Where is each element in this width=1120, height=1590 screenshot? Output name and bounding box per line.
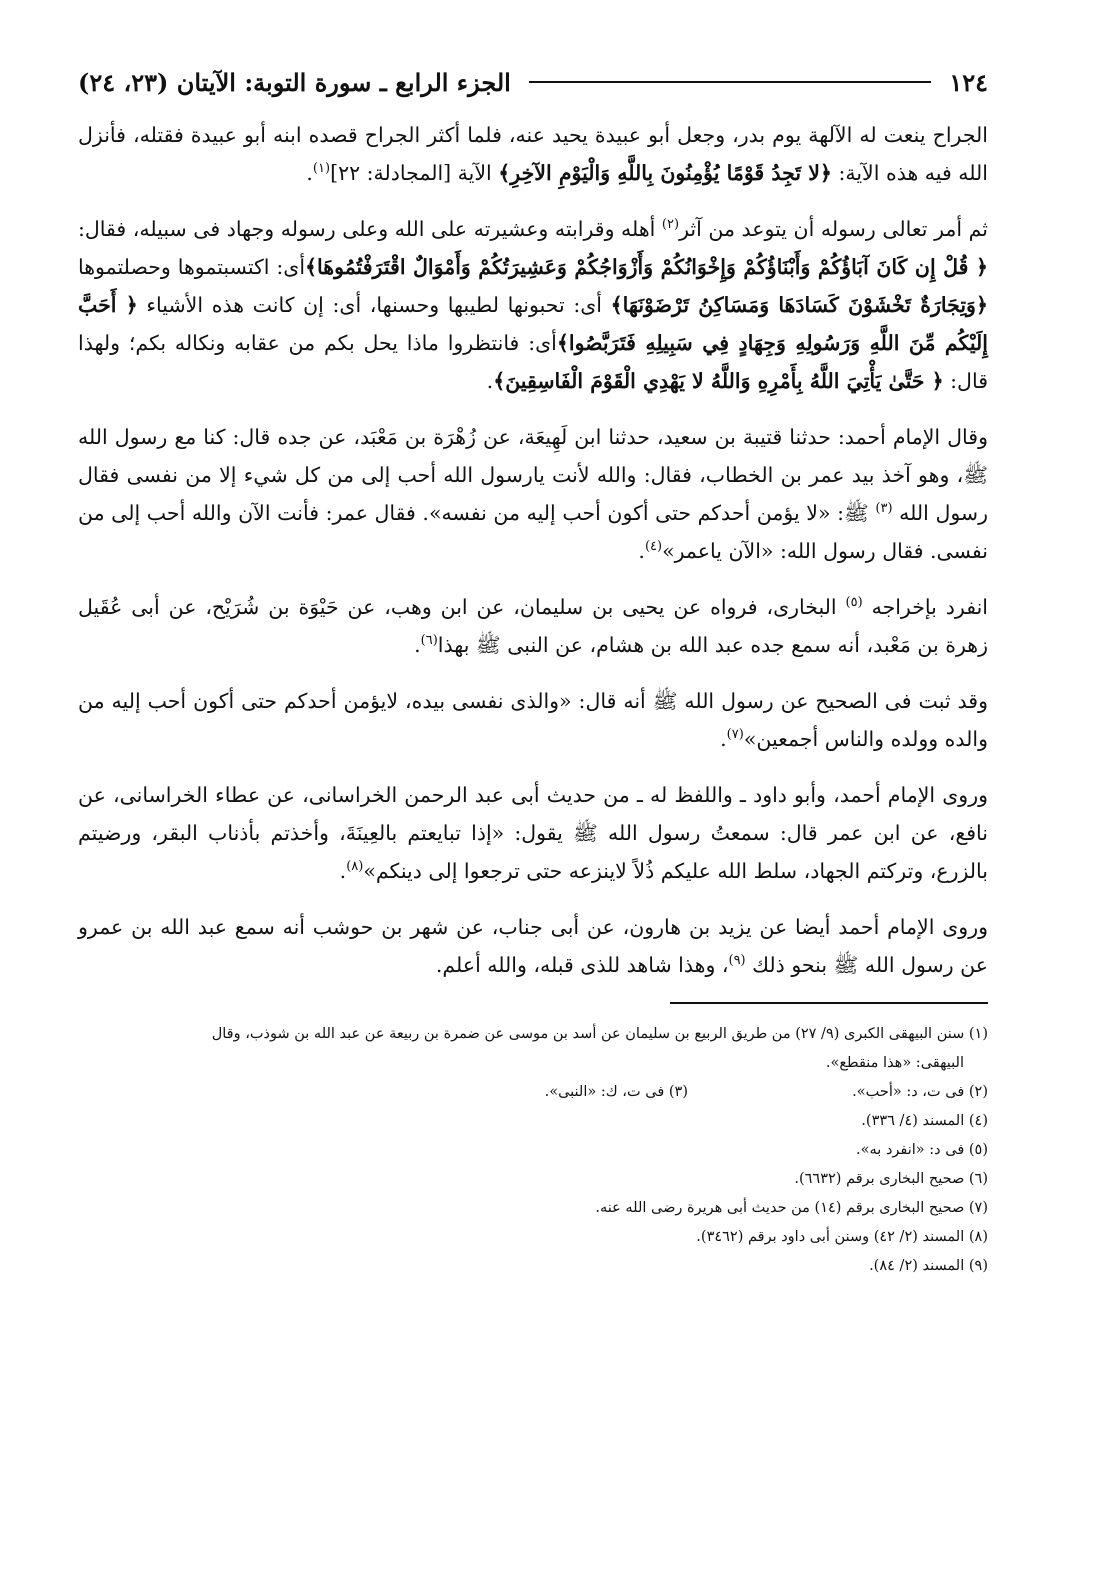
footnote-6: (٦) صحيح البخارى برقم (٦٦٣٢). — [794, 1171, 988, 1187]
quran-verse: ﴿ أَحَبَّ إِلَيْكُم مِّنَ اللَّهِ وَرَسُولِهِ وَجِهَادٍ فِي سَبِيلِهِ فَتَرَبَّصُوا﴾ — [78, 293, 988, 355]
footnote-9: (٩) المسند (٢/ ٨٤). — [869, 1258, 988, 1274]
text-run: وقال الإمام أحمد: حدثنا قتيبة بن سعيد، حدثنا ابن لَهِيعَة، عن زُهْرَة بن مَعْبَد، عن جده قال: كنا مع رسول الله ﷺ، وهو آخذ بيد عمر بن الخطاب، فقال: والله لأنت يارسول الله أحب إلى من كل شيء إلا من نفسى فقال رسول الله — [78, 425, 989, 525]
main-text — [78, 116, 988, 984]
text-run: وقد ثبت فى الصحيح عن رسول الله ﷺ أنه قال: «والذى نفسى بيده، لايؤمن أحدكم حتى أكون أحب إليه من والده وولده والناس أجمعين» — [78, 689, 988, 751]
text-run: الآية [المجادلة: ٢٢] — [330, 161, 492, 185]
running-title: الجزء الرابع ـ سورة التوبة: الآيتان (٢٣، ٢٤) — [78, 67, 511, 97]
footnote-7: (٧) صحيح البخارى برقم (١٤) من حديث أبى هريرة رضى الله عنه. — [595, 1200, 988, 1216]
footnote-separator — [670, 1002, 988, 1004]
paragraph-1 — [78, 116, 988, 192]
paragraph-7 — [78, 908, 988, 984]
footnote-ref-6[interactable]: (٦) — [420, 633, 438, 649]
footnote-ref-2[interactable]: (٢) — [661, 217, 680, 233]
footnote-ref-8[interactable]: (٨) — [346, 859, 364, 875]
footnote-ref-5[interactable]: (٥) — [845, 595, 863, 611]
footnote-2: (٢) فى ت، د: «أحب». — [852, 1084, 988, 1100]
text-run: . — [720, 727, 727, 751]
footnote-1-continued: البيهقى: «هذا منقطع». — [825, 1055, 964, 1071]
paragraph-3 — [78, 418, 988, 570]
footnote-ref-3[interactable]: (٣) — [875, 501, 893, 517]
footnote-4: (٤) المسند (٤/ ٣٣٦). — [861, 1113, 988, 1129]
text-run: . — [638, 539, 645, 563]
running-header — [78, 60, 988, 104]
footnote-row — [78, 1078, 988, 1107]
header-rule — [529, 81, 932, 83]
text-run: . — [414, 633, 421, 657]
text-run: . — [339, 859, 347, 883]
text-run: الجراح ينعت له الآلهة يوم بدر، وجعل أبو عبيدة يحيد عنه، فلما أكثر الجراح قصده ابنه أبو عبيدة فقتله، فأنزل الله فيه هذه الآية: — [78, 123, 988, 185]
footnote-5: (٥) فى د: «انفرد به». — [856, 1142, 988, 1158]
paragraph-5 — [78, 682, 988, 758]
text-run: البخارى، فرواه عن يحيى بن سليمان، عن ابن وهب، عن حَيْوَة بن شُرَيْح، عن أبى عُقَيل زهرة بن مَعْبد، أنه سمع جده عبد الله بن هشام، عن النبى ﷺ بهذا — [78, 595, 988, 657]
text-run: . — [306, 161, 313, 185]
quran-verse: ﴿لا تَجِدُ قَوْمًا يُؤْمِنُونَ بِاللَّهِ وَالْيَوْمِ الآخِرِ﴾ — [498, 161, 832, 185]
quran-verse: ﴿ قُلْ إِن كَانَ آبَاؤُكُمْ وَأَبْنَاؤُكُمْ وَإِخْوَانُكُمْ وَأَزْوَاجُكُمْ وَعَشِيرَتُكُمْ وَأَمْوَالٌ اقْتَرَفْتُمُوهَا﴾ — [305, 255, 988, 279]
footnote-ref-1[interactable]: (١) — [312, 161, 331, 177]
text-run: أهله وقرابته وعشيرته على الله وعلى رسوله وجهاد فى سبيله، فقال: — [78, 217, 656, 241]
text-run: ، وهذا شاهد للذى قبله، والله أعلم. — [435, 953, 729, 977]
text-run: وروى الإمام أحمد، وأبو داود ـ واللفظ له ـ من حديث أبى عبد الرحمن الخراسانى، عن عطاء الخراسانى، عن نافع، عن ابن عمر قال: سمعتُ رسول الله ﷺ يقول: «إذا تبايعتم بالعِينَةَ، وأخذتم بأذناب البقر، ورضيتم بالزرع، وتركتم الجهاد، سلط الله عليكم ذُلاً لاينزعه حتى ترجعوا إلى دينكم» — [78, 783, 988, 883]
paragraph-6 — [78, 776, 988, 890]
quran-verse: ﴿ حَتَّىٰ يَأْتِيَ اللَّهُ بِأَمْرِهِ وَاللَّهُ لا يَهْدِي الْقَوْمَ الْفَاسِقِينَ﴾ — [493, 369, 944, 393]
text-run: ﷺ: «لا يؤمن أحدكم حتى أكون أحب إليه من نفسه». فقال عمر: فأنت الآن والله أحب إلى من نفسى. فقال رسول الله: «الآن ياعمر» — [78, 501, 988, 563]
text-run: أى: تحبونها لطيبها وحسنها، أى: إن كانت هذه الأشياء — [146, 293, 602, 317]
text-run: أى: اكتسبتموها وحصلتموها — [78, 255, 306, 279]
footnotes — [78, 1020, 988, 1281]
quran-verse: ﴿وَتِجَارَةٌ تَخْشَوْنَ كَسَادَهَا وَمَسَاكِنُ تَرْضَوْنَهَا﴾ — [610, 293, 988, 317]
text-run: انفرد بإخراجه — [871, 595, 988, 619]
book-page — [78, 60, 988, 1281]
footnote-ref-7[interactable]: (٧) — [726, 727, 744, 743]
footnote-1: (١) سنن البيهقى الكبرى (٩/ ٢٧) من طريق الربيع بن سليمان عن أسد بن موسى عن ضمرة بن ربيعة عن عبد الله بن شوذب، وقال — [211, 1026, 988, 1042]
footnote-3: (٣) فى ت، ك: «النبى». — [544, 1084, 688, 1100]
text-run: ثم أمر تعالى رسوله أن يتوعد من آثر — [679, 217, 988, 241]
text-run: وروى الإمام أحمد أيضا عن يزيد بن هارون، عن أبى جناب، عن شهر بن حوشب أنه سمع عبد الله بن عمرو عن رسول الله ﷺ بنحو ذلك — [78, 915, 988, 977]
paragraph-2 — [78, 210, 988, 400]
footnote-ref-9[interactable]: (٩) — [728, 953, 746, 969]
text-run: . — [486, 369, 494, 393]
text-run: أى: فانتظروا ماذا يحل بكم من عقابه ونكاله بكم؛ ولهذا قال: — [78, 331, 988, 393]
footnote-8: (٨) المسند (٢/ ٤٢) وسنن أبى داود برقم (٣٤٦٢). — [696, 1229, 988, 1245]
paragraph-4 — [78, 588, 988, 664]
footnote-ref-4[interactable]: (٤) — [644, 539, 663, 555]
page-number: ١٢٤ — [949, 67, 988, 97]
